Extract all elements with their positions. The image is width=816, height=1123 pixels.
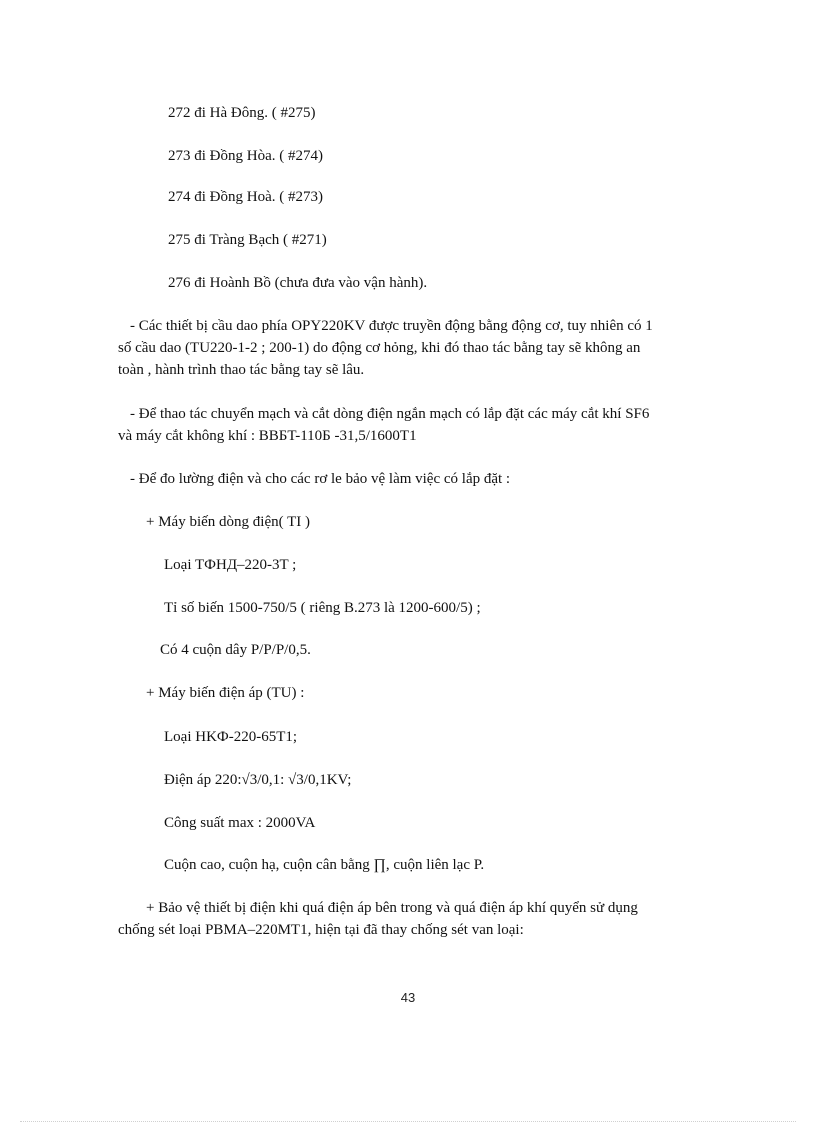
text-line: - Để thao tác chuyển mạch và cắt dòng điện ngắn mạch có lắp đặt các máy cắt khí SF6 — [130, 406, 650, 422]
text-line: Loại TФНД–220-3T ; — [164, 557, 297, 573]
text-line: Tỉ số biến 1500-750/5 ( riêng B.273 là 1200-600/5) ; — [164, 600, 481, 616]
text-line: Điện áp 220:√3/0,1: √3/0,1KV; — [164, 772, 352, 788]
text-line: Có 4 cuộn dây P/P/P/0,5. — [160, 642, 311, 658]
text-line: + Bảo vệ thiết bị điện khi quá điện áp bên trong và quá điện áp khí quyển sử dụng — [146, 900, 638, 916]
text-line: - Để đo lường điện và cho các rơ le bảo vệ làm việc có lắp đặt : — [130, 471, 511, 487]
page-number: 43 — [400, 990, 416, 1005]
text-line: 272 đi Hà Đông. ( #275) — [168, 105, 316, 121]
text-line: toàn , hành trình thao tác bằng tay sẽ lâu. — [118, 362, 365, 378]
text-line: Công suất max : 2000VA — [164, 815, 316, 831]
text-line: Loại HKФ-220-65T1; — [164, 729, 298, 745]
text-line: và máy cắt không khí : BBБT-110Б -31,5/1600T1 — [118, 428, 417, 444]
text-line: + Máy biến điện áp (TU) : — [146, 685, 305, 701]
text-line: chống sét loại PBMA–220MT1, hiện tại đã thay chống sét van loại: — [118, 922, 524, 938]
text-line: - Các thiết bị cầu dao phía OPY220KV được truyền động bằng động cơ, tuy nhiên có 1 — [130, 318, 653, 334]
text-line: 276 đi Hoành Bồ (chưa đưa vào vận hành). — [168, 275, 428, 291]
text-line: 275 đi Tràng Bạch ( #271) — [168, 232, 327, 248]
text-line: số cầu dao (TU220-1-2 ; 200-1) do động cơ hỏng, khi đó thao tác bằng tay sẽ không an — [118, 340, 641, 356]
text-line: Cuộn cao, cuộn hạ, cuộn cân bằng ∏, cuộn liên lạc P. — [164, 857, 485, 873]
text-line: 273 đi Đồng Hòa. ( #274) — [168, 148, 323, 164]
text-line: + Máy biến dòng điện( TI ) — [146, 514, 310, 530]
text-line: 274 đi Đồng Hoà. ( #273) — [168, 189, 323, 205]
page-border — [20, 1121, 796, 1122]
